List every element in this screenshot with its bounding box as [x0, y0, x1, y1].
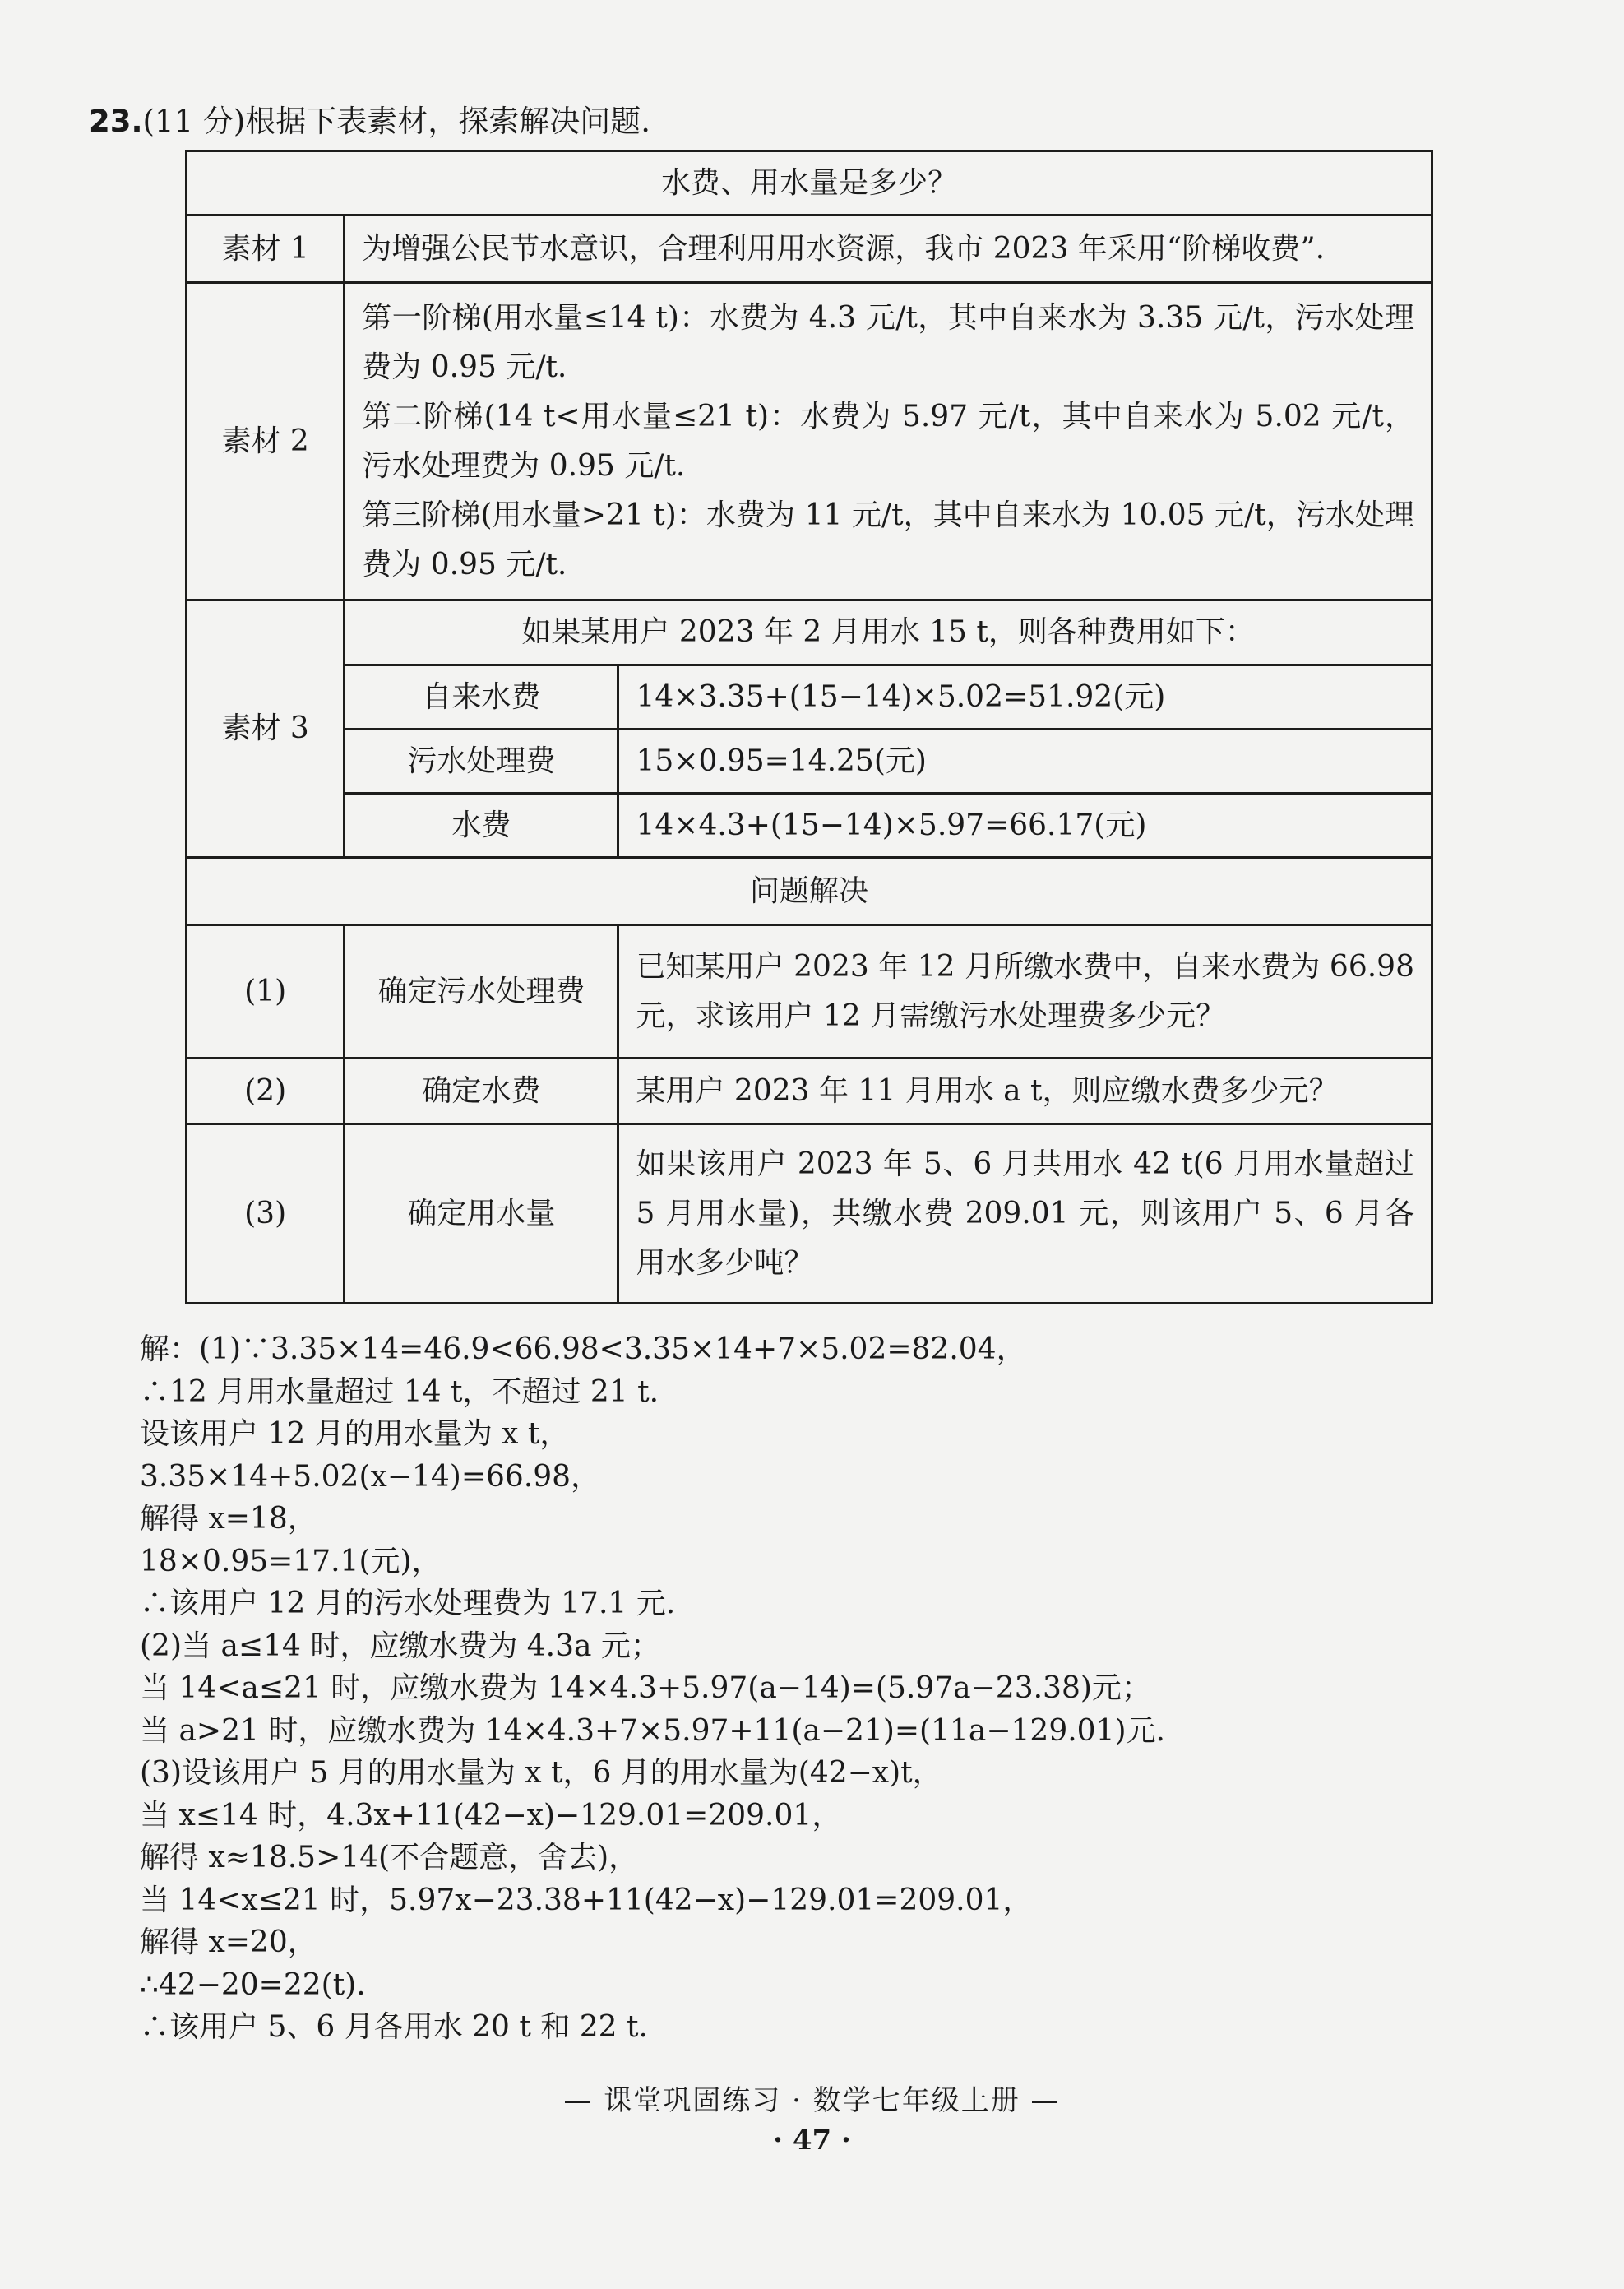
solution-line: 18×0.95=17.1(元)，: [140, 1544, 442, 1578]
materials-table: [185, 150, 1433, 1304]
problem1-text: 已知某用户 2023 年 12 月所缴水费中，自来水费为 66.98元，求该用户 12 月需缴污水处理费多少元？: [618, 925, 1432, 1059]
fee-name-tapwater: 自来水费: [345, 665, 618, 730]
problem-section-row: [187, 858, 1432, 925]
problem1-name: 确定污水处理费: [345, 925, 618, 1059]
table-title: 水费、用水量是多少？: [187, 151, 1432, 215]
solution-line: ∴42−20=22(t).: [140, 1967, 366, 2002]
solution-line: 3.35×14+5.02(x−14)=66.98，: [140, 1459, 601, 1494]
solution-line: (2)当 a≤14 时，应缴水费为 4.3a 元；: [140, 1629, 660, 1663]
solution-line: 当 14<a≤21 时，应缴水费为 14×4.3+5.97(a−14)=(5.97a−23.38)元；: [140, 1671, 1151, 1705]
question-header: [89, 97, 650, 146]
solution-line: 当 x≤14 时，4.3x+11(42−x)−129.01=209.01，: [140, 1798, 842, 1833]
problem2-name: 确定水费: [345, 1059, 618, 1124]
material3-label: 素材 3: [187, 600, 345, 858]
material1-row: [187, 215, 1432, 283]
fee-row-total: [187, 794, 1432, 858]
solution-line: ∴12 月用水量超过 14 t，不超过 21 t.: [140, 1374, 659, 1409]
problem3-name: 确定用水量: [345, 1124, 618, 1304]
fee-calc-tapwater: 14×3.35+(15−14)×5.02=51.92(元): [618, 665, 1432, 730]
solution-line: ∴该用户 5、6 月各用水 20 t 和 22 t.: [140, 2010, 648, 2044]
solution-line: (3)设该用户 5 月的用水量为 x t，6 月的用水量为(42−x)t，: [140, 1756, 942, 1790]
solution-block: [140, 1328, 1165, 2049]
solution-line: 解得 x=18，: [140, 1502, 317, 1536]
problem3-number: (3): [187, 1124, 345, 1304]
material2-row: [187, 283, 1432, 600]
fee-calc-sewage: 15×0.95=14.25(元): [618, 730, 1432, 794]
table-title-row: [187, 151, 1432, 215]
fee-calc-total: 14×4.3+(15−14)×5.97=66.17(元): [618, 794, 1432, 858]
material2-content: [345, 283, 1432, 600]
material1-label: 素材 1: [187, 215, 345, 283]
material1-text: 为增强公民节水意识，合理利用用水资源，我市 2023 年采用“阶梯收费”.: [345, 215, 1432, 283]
question-number: 23.: [89, 104, 143, 139]
question-text: (11 分)根据下表素材，探索解决问题.: [142, 104, 651, 139]
solution-line: 当 a>21 时，应缴水费为 14×4.3+7×5.97+11(a−21)=(11a−129.01)元.: [140, 1713, 1165, 1748]
solution-line: 解得 x=20，: [140, 1925, 317, 1959]
problem-row-3: [187, 1124, 1432, 1304]
material3-intro: 如果某用户 2023 年 2 月用水 15 t，则各种费用如下：: [345, 600, 1432, 665]
problem2-text: 某用户 2023 年 11 月用水 a t，则应缴水费多少元？: [618, 1059, 1432, 1124]
solution-line: ∴该用户 12 月的污水处理费为 17.1 元.: [140, 1587, 676, 1620]
problem3-text: 如果该用户 2023 年 5、6 月共用水 42 t(6 月用水量超过 5 月用水量)，共缴水费 209.01 元，则该用户 5、6 月各用水多少吨？: [618, 1124, 1432, 1304]
problem2-number: (2): [187, 1059, 345, 1124]
fee-name-sewage: 污水处理费: [345, 730, 618, 794]
solution-line: 当 14<x≤21 时，5.97x−23.38+11(42−x)−129.01=209.01，: [140, 1883, 1033, 1917]
fee-row-tapwater: [187, 665, 1432, 730]
book-footer: — 课堂巩固练习 · 数学七年级上册 —: [563, 2084, 1061, 2117]
problem-section-title: 问题解决: [187, 858, 1432, 925]
problem1-number: (1): [187, 925, 345, 1059]
tier1-text: 第一阶梯(用水量≤14 t)：水费为 4.3 元/t，其中自来水为 3.35 元/t，污水处理费为 0.95 元/t.: [362, 300, 1414, 384]
solution-line: 解：(1)∵3.35×14=46.9<66.98<3.35×14+7×5.02=82.04，: [140, 1332, 1026, 1366]
problem-row-2: [187, 1059, 1432, 1124]
fee-row-sewage: [187, 730, 1432, 794]
problem-row-1: [187, 925, 1432, 1059]
material3-intro-row: [187, 600, 1432, 665]
solution-line: 设该用户 12 月的用水量为 x t，: [140, 1417, 570, 1451]
tier2-text: 第二阶梯(14 t<用水量≤21 t)：水费为 5.97 元/t，其中自来水为 5.02 元/t，污水处理费为 0.95 元/t.: [362, 399, 1414, 483]
tier3-text: 第三阶梯(用水量>21 t)：水费为 11 元/t，其中自来水为 10.05 元/t，污水处理费为 0.95 元/t.: [362, 498, 1414, 582]
material2-label: 素材 2: [187, 283, 345, 600]
fee-name-total: 水费: [345, 794, 618, 858]
solution-line: 解得 x≈18.5>14(不合题意，舍去)，: [140, 1841, 639, 1874]
page-number: · 47 ·: [773, 2124, 851, 2157]
